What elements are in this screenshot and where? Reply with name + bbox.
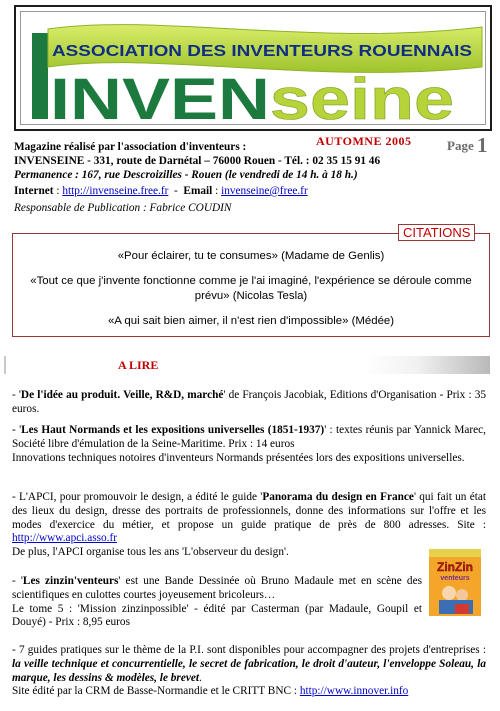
address-line: INVENSEINE - 331, route de Darnétal – 76000 Rouen - Tél. : 02 35 15 91 46 xyxy=(14,155,381,167)
logo-wordmark xyxy=(50,67,454,129)
book-item-5: - 7 guides pratiques sur le thème de la P.I. sont disponibles pour accompagner des projets d'entreprises : la veille technique et concurrentielle, le secret de fabrication, le droit d'auteur, l'enveloppe Soleau, la marque, les dessins & modèles, le brevet. Site édité par la CRM de Basse-Normandie et le CRITT BNC : http://www.innover.info xyxy=(12,644,486,698)
website-link[interactable]: http://invenseine.free.fr xyxy=(62,185,169,197)
apci-link[interactable]: http://www.apci.asso.fr xyxy=(12,532,117,545)
logo-part-seine: seine xyxy=(269,67,419,129)
magazine-intro: Magazine réalisé par l'association d'inventeurs : xyxy=(14,141,247,153)
zinzinventeurs-cover-image xyxy=(429,549,481,616)
email-link[interactable]: invenseine@free.fr xyxy=(221,185,308,197)
book-title-2: Les Haut Normands et les expositions universelles (1851-1937) xyxy=(21,424,325,436)
section-bar xyxy=(4,356,490,374)
citations-label: CITATIONS xyxy=(398,224,475,241)
section-title: A LIRE xyxy=(118,358,159,372)
internet-label: Internet xyxy=(14,185,54,197)
book-title-3: Panorama du design en France xyxy=(262,491,414,503)
email-label: Email xyxy=(183,185,213,197)
citation-medee: «A qui sait bien aimer, il n'est rien d'impossible» (Médée) xyxy=(107,315,395,327)
contact-line: Internet : http://invenseine.free.fr - Email : invenseine@free.fr xyxy=(14,185,308,197)
book-item-3: - L'APCI, pour promouvoir le design, a édité le guide 'Panorama du design en France' qui fait un état des lieux du design, dresse des portraits de professionnels, donne des informations sur l'offre et les modes d'exercice du métier, et propose un guide pratique de près de 800 adresses. Site : http://www.apci.asso.fr De plus, l'APCI organise tous les ans 'L'observeur du design'. xyxy=(12,491,486,559)
book-item-4: - 'Les zinzin'venteurs' est une Bande Dessinée où Bruno Madaule met en scène des scientifiques en culottes courtes joyeusement bricoleurs… Le tome 5 : 'Mission zinzinpossible' - édité par Casterman (par Madaule, Goupil et Douyé) - Prix : 8,95 euros xyxy=(12,575,422,629)
season-label: AUTOMNE 2005 xyxy=(316,134,412,148)
citation-genlis: «Pour éclairer, tu te consumes» (Madame de Genlis) xyxy=(117,250,385,262)
page-indicator xyxy=(447,133,487,158)
permanence-line: Permanence : 167, rue Descroizilles - Rouen (le vendredi de 14 h. à 18 h.) xyxy=(14,169,358,181)
invenseine-logo xyxy=(16,7,490,129)
publication-manager: Responsable de Publication : Fabrice COUDIN xyxy=(14,202,232,214)
logo-i-bar xyxy=(32,33,48,119)
guides-topics: la veille technique et concurrentielle, le secret de fabrication, le droit d'auteur, l'enveloppe Soleau, la marque, les dessins & modèles, le brevet xyxy=(12,657,486,684)
masthead-banner xyxy=(14,5,492,131)
book-item-2: - 'Les Haut Normands et les expositions universelles (1851-1937)' : textes réunis par Yannick Marec, Société libre d'émulation de la Seine-Maritime. Prix : 14 euros Innovations techniques notoires d'inventeurs Normands présentées lors des expositions universelles. xyxy=(12,424,486,464)
page-label: Page xyxy=(447,138,474,153)
logo-part-inven: INVEN xyxy=(50,67,228,129)
book-item-4-detail: Le tome 5 : 'Mission zinzinpossible' - édité par Casterman (par Madaule, Goupil et Douyé) - Prix : 8,95 euros xyxy=(12,602,422,629)
association-name: ASSOCIATION DES INVENTEURS ROUENNAIS xyxy=(52,43,472,60)
book-item-3-detail: De plus, l'APCI organise tous les ans 'L'observeur du design'. xyxy=(12,546,289,559)
book-title-4: Les zinzin'venteurs xyxy=(22,575,119,587)
book-item-2-detail: Innovations techniques notoires d'inventeurs Normands présentées lors des expositions universelles. xyxy=(12,451,465,464)
cover-title-2: venteurs xyxy=(440,575,470,582)
citation-tesla: «Tout ce que j'invente fonctionne comme je l'ai imaginé, l'expérience se déroule comme prévu» (Nicolas Tesla) xyxy=(30,275,472,302)
cover-title-1: ZinZin xyxy=(437,560,473,574)
page-number: 1 xyxy=(476,133,488,157)
innover-link[interactable]: http://www.innover.info xyxy=(299,685,409,698)
book-item-1: - 'De l'idée au produit. Veille, R&D, marché' de François Jacobiak, Editions d'Organisation - Prix : 35 euros. xyxy=(12,389,486,415)
book-title-1: De l'idée au produit. Veille, R&D, marché xyxy=(20,389,224,401)
